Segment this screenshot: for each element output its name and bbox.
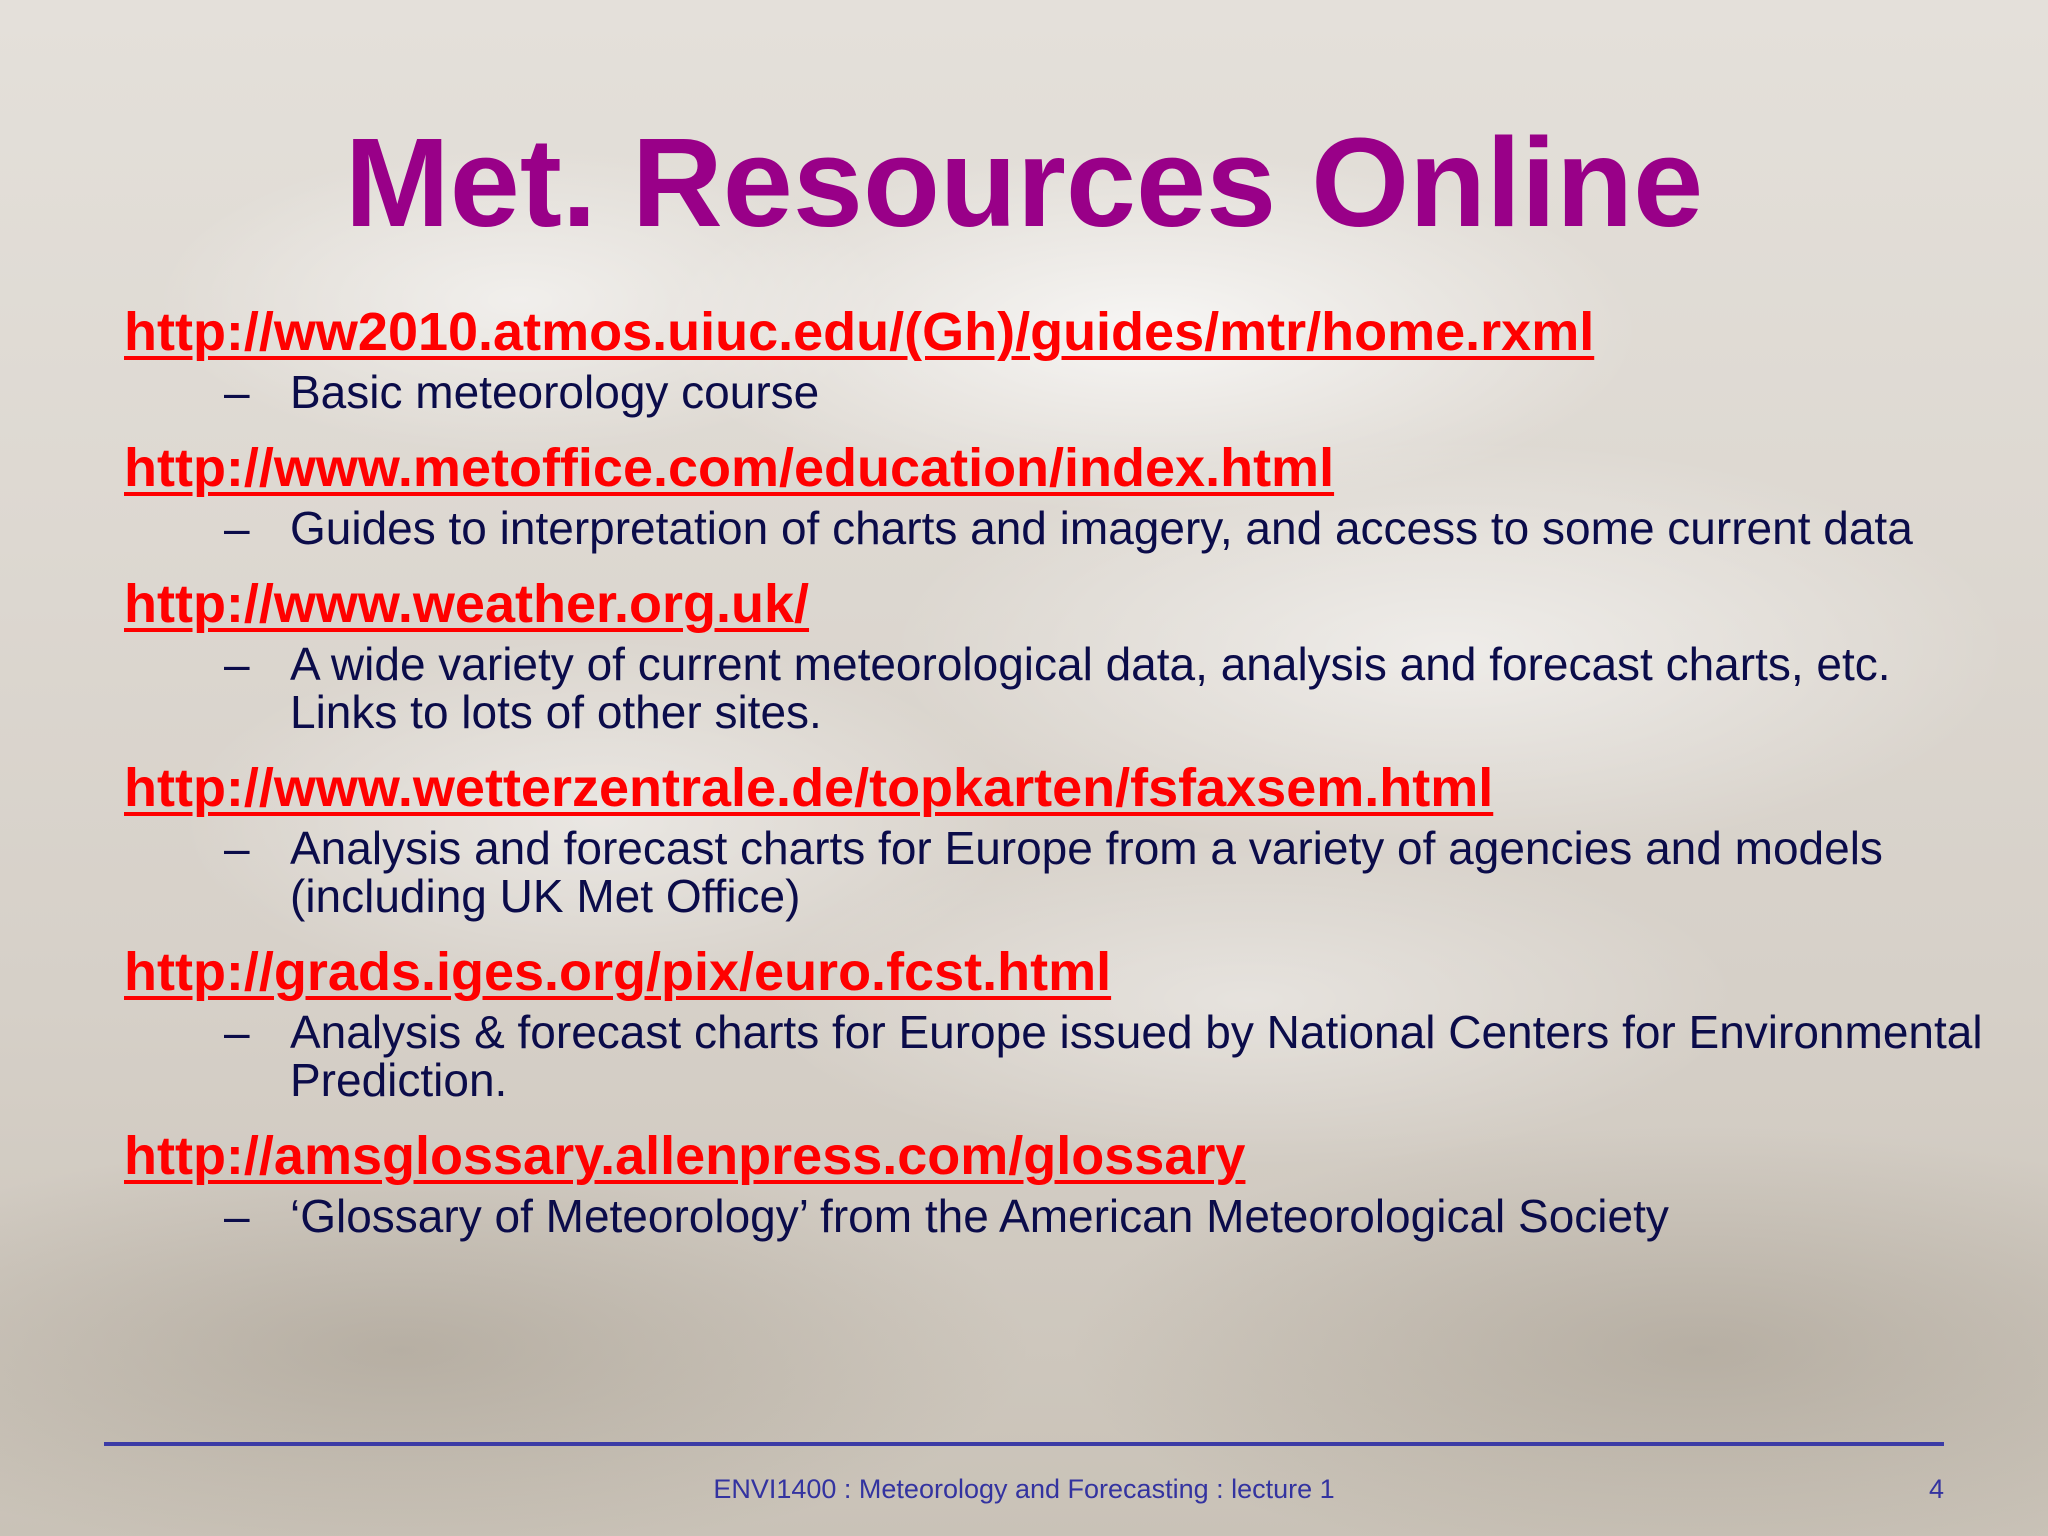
resource-description: [124, 1192, 2000, 1240]
resource-entry-1: [124, 298, 1964, 416]
description-text: ‘Glossary of Meteorology’ from the American Meteorological Society: [290, 1190, 1669, 1242]
resource-list: [124, 298, 1983, 1258]
description-text: Basic meteorology course: [290, 366, 820, 418]
resource-description: [124, 368, 2000, 416]
resource-description: [124, 824, 2000, 920]
resource-entry-6: [124, 1122, 1964, 1240]
resource-entry-3: [124, 570, 1964, 736]
description-text: Analysis and forecast charts for Europe from a variety of agencies and models (including UK Met Office): [290, 822, 1883, 922]
resource-entry-5: [124, 938, 1983, 1106]
resource-description: [124, 1008, 2000, 1104]
bullet-dash: –: [224, 1190, 250, 1242]
bullet-dash: –: [224, 366, 250, 418]
footer-divider: [104, 1442, 1944, 1446]
slide-title: Met. Resources Online: [344, 112, 1704, 253]
description-text: Guides to interpretation of charts and imagery, and access to some current data: [290, 502, 1913, 554]
resource-link-amsglossary[interactable]: http://amsglossary.allenpress.com/glossary: [124, 1126, 1246, 1186]
bullet-dash: –: [224, 638, 250, 690]
resource-entry-2: [124, 434, 1964, 552]
description-text: A wide variety of current meteorological data, analysis and forecast charts, etc. Links to lots of other sites.: [290, 638, 1891, 738]
resource-link-grads[interactable]: http://grads.iges.org/pix/euro.fcst.html: [124, 942, 1112, 1002]
resource-description: [124, 504, 2000, 552]
resource-description: [124, 640, 2000, 736]
resource-link-metoffice[interactable]: http://www.metoffice.com/education/index.html: [124, 438, 1335, 498]
page-number: 4: [1928, 1474, 1944, 1504]
description-text: Analysis & forecast charts for Europe issued by National Centers for Environmental Prediction.: [290, 1006, 1983, 1106]
resource-link-wetterzentrale[interactable]: http://www.wetterzentrale.de/topkarten/fsfaxsem.html: [124, 758, 1494, 818]
bullet-dash: –: [224, 822, 250, 874]
bullet-dash: –: [224, 1006, 250, 1058]
resource-entry-4: [124, 754, 1964, 920]
resource-link-uiuc[interactable]: http://ww2010.atmos.uiuc.edu/(Gh)/guides/mtr/home.rxml: [124, 302, 1595, 362]
resource-link-weather-org[interactable]: http://www.weather.org.uk/: [124, 574, 810, 634]
footer-course-label: ENVI1400 : Meteorology and Forecasting : lecture 1: [713, 1474, 1335, 1504]
bullet-dash: –: [224, 502, 250, 554]
